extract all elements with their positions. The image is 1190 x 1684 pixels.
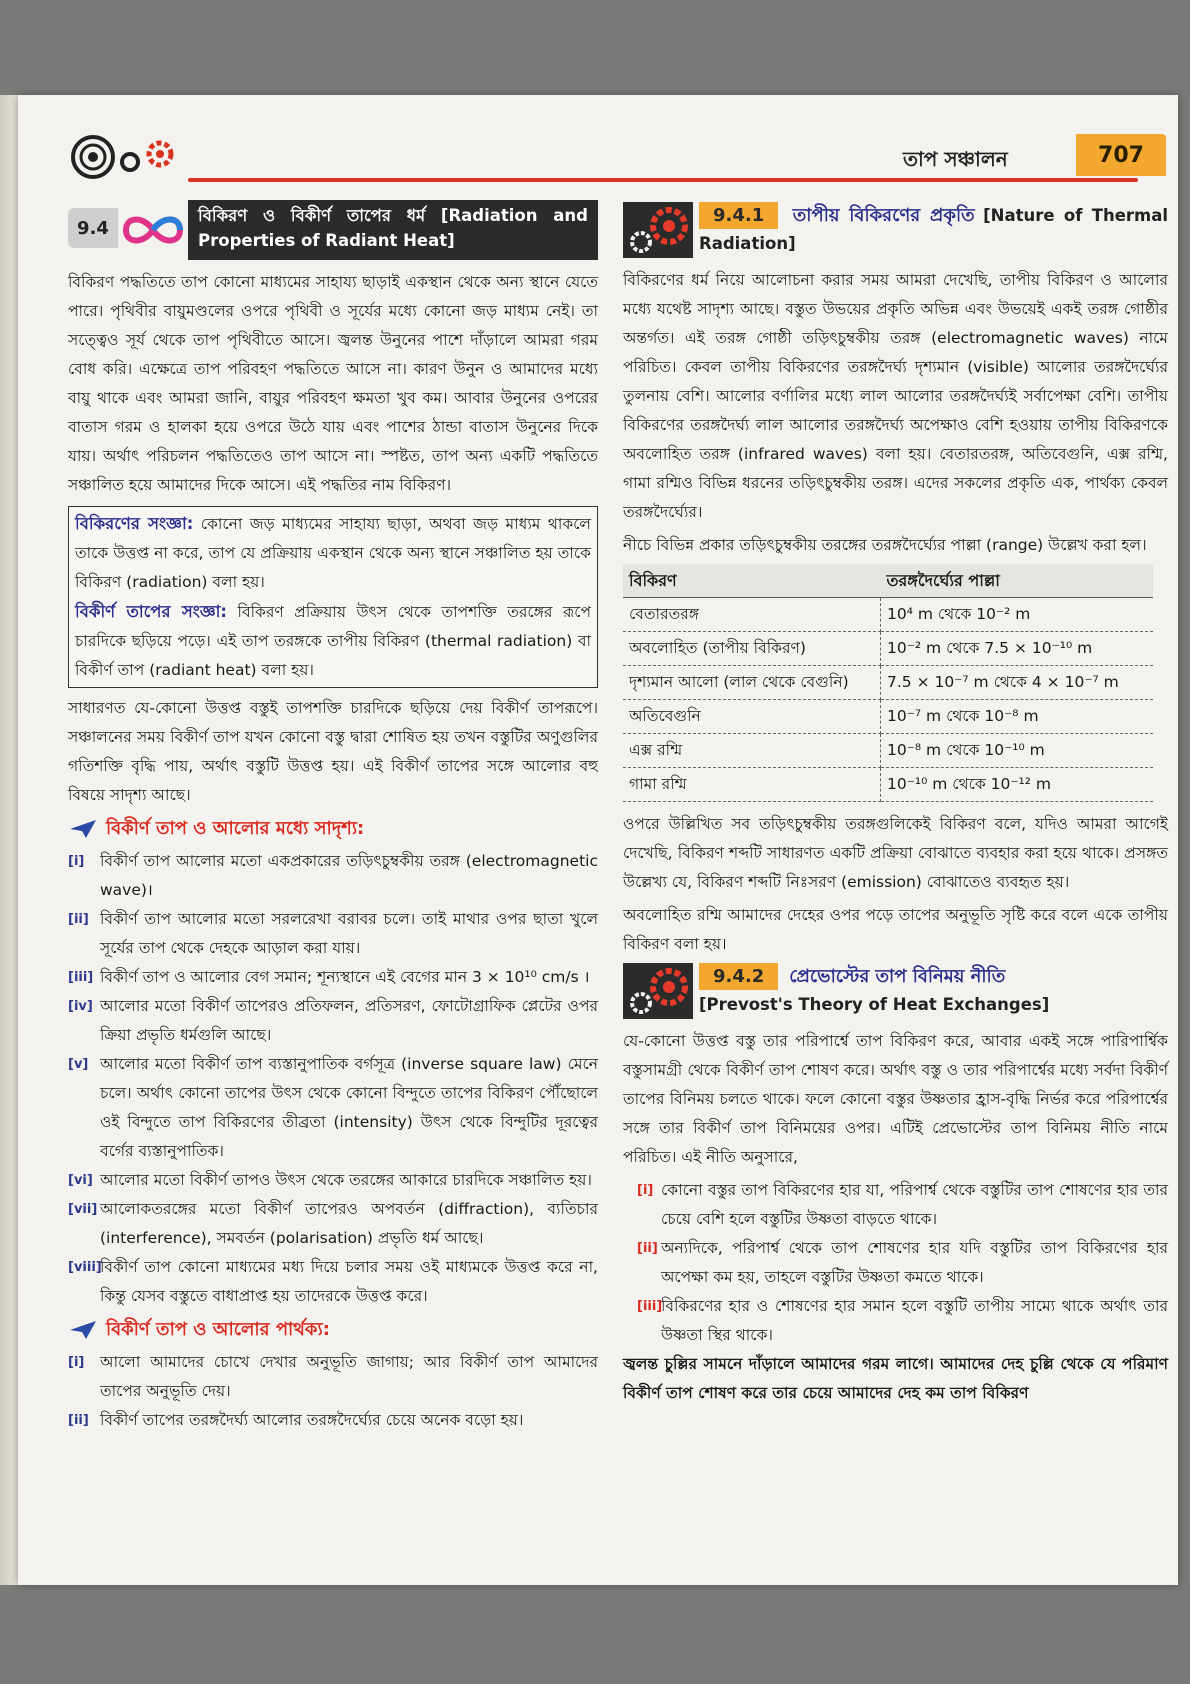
column-header: তরঙ্গদৈর্ঘ্যের পাল্লা — [881, 564, 1154, 598]
prevost-paragraph: যে-কোনো উত্তপ্ত বস্তু তার পরিপার্শ্বে তাপ বিকিরণ করে, আবার একই সঙ্গে পারিপার্শ্বিক বস্তুসামগ্রী থেকে বিকীর্ণ তাপ শোষণ করে। অর্থাৎ বস্তু ও তার পরিপার্শ্বের মধ্যে সর্বদা বিকীর্ণ তাপের বিনিময় চলতে থাকে। ফলে কোনো বস্তুর উষ্ণতার হ্রাস-বৃদ্ধি নির্ভর করে পরিপার্শ্বের সঙ্গে তার বিকীর্ণ তাপ বিনিময়ের ওপর। এটিই প্রেভোস্টের তাপ বিনিময় নীতি নামে পরিচিত। এই নীতি অনুসারে, — [623, 1032, 1168, 1166]
difference-heading-text: বিকীর্ণ তাপ ও আলোর পার্থক্য: — [106, 1319, 330, 1340]
infrared-note: অবলোহিত রশ্মি আমাদের দেহের ওপর পড়ে তাপের অনুভূতি সৃষ্টি করে বলে একে তাপীয় বিকিরণ বলা হয়। — [623, 906, 1168, 953]
list-item: [iv] আলোর মতো বিকীর্ণ তাপেরও প্রতিফলন, প্রতিসরণ, ফোটোগ্রাফিক প্লেটের ওপর ক্রিয়া প্রভৃতি ধর্মগুলি আছে। — [68, 997, 598, 1044]
gear-icon — [623, 963, 693, 1019]
section-heading — [68, 200, 598, 260]
radiation-definition-text: কোনো জড় মাধ্যমের সাহায্য ছাড়া, অথবা জড় মাধ্যম থাকলে তাকে উত্তপ্ত না করে, তাপ যে প্রক্রিয়ায় একস্থান থেকে অন্য স্থানে সঞ্চালিত হয় তাকে বিকিরণ (radiation) বলা হয়। — [75, 515, 591, 591]
table-row: বেতারতরঙ্গ 10⁴ m থেকে 10⁻² m — [623, 598, 1153, 632]
subsection-heading-941 — [623, 202, 1168, 260]
paper-plane-icon — [68, 1319, 98, 1341]
page-number: 707 — [1076, 134, 1166, 176]
subsection-title-en: [Nature of Thermal Radiation] — [699, 206, 1169, 253]
table-row: অতিবেগুনি 10⁻⁷ m থেকে 10⁻⁸ m — [623, 700, 1153, 734]
subsection-title-bn: তাপীয় বিকিরণের প্রকৃতি — [792, 205, 975, 226]
radiant-heat-definition-term: বিকীর্ণ তাপের সংজ্ঞা: — [75, 602, 228, 621]
table-row: এক্স রশ্মি 10⁻⁸ m থেকে 10⁻¹⁰ m — [623, 734, 1153, 768]
list-item: [ii] বিকীর্ণ তাপের তরঙ্গদৈর্ঘ্য আলোর তরঙ্গদৈর্ঘ্যের চেয়ে অনেক বড়ো হয়। — [68, 1411, 524, 1429]
column-header: বিকিরণ — [623, 564, 881, 598]
list-item: [ii] অন্যদিকে, পরিপার্শ্ব থেকে তাপ শোষণের হার যদি বস্তুটির তাপ বিকিরণের হার অপেক্ষা কম হয়, তাহলে বস্তুটির উষ্ণতা কমতে থাকে। — [637, 1239, 1168, 1286]
table-row: গামা রশ্মি 10⁻¹⁰ m থেকে 10⁻¹² m — [623, 768, 1153, 802]
subsection-heading-942 — [623, 963, 1168, 1021]
radiant-heat-paragraph: সাধারণত যে-কোনো উত্তপ্ত বস্তুই তাপশক্তি চারদিকে ছড়িয়ে দেয় বিকীর্ণ তাপরূপে। সঞ্চালনের সময় বিকীর্ণ তাপ যখন কোনো বস্তু দ্বারা শোষিত হয় তখন বস্তুটির অণুগুলির গতিশক্তি বৃদ্ধি পায়, অর্থাৎ বস্তুটি উত্তপ্ত হয়। এই বিকীর্ণ তাপের সঙ্গে আলোর বহু বিষয়ে সাদৃশ্য আছে। — [68, 699, 598, 804]
left-column — [68, 200, 598, 1435]
paper-plane-icon — [68, 818, 98, 840]
wavelength-range-table — [623, 564, 1153, 802]
definitions-box — [68, 506, 598, 688]
right-column — [623, 200, 1168, 1412]
radiant-heat-definition-text: বিকিরণ প্রক্রিয়ায় উৎস থেকে তাপশক্তি তরঙ্গের রূপে চারদিকে ছড়িয়ে পড়ে। এই তাপ তরঙ্গকে তাপীয় বিকিরণ (thermal radiation) বা বিকীর্ণ তাপ (radiant heat) বলা হয়। — [75, 603, 591, 679]
list-item: [v] আলোর মতো বিকীর্ণ তাপ ব্যস্তানুপাতিক বর্গসূত্র (inverse square law) মেনে চলে। অর্থাৎ কোনো তাপের উৎস থেকে কোনো বিন্দুতে তাপের বিকিরণ পৌঁছোলে ওই বিন্দুতে তাপ বিকিরণের তীব্রতা (intensity) উৎস থেকে বিন্দুটির দূরত্বের বর্গের ব্যস্তানুপাতিক। — [68, 1055, 598, 1160]
subsection-number: 9.4.1 — [699, 202, 778, 229]
subsection-title-bn: প্রেভোস্টের তাপ বিনিময় নীতি — [789, 966, 1006, 987]
section-number: 9.4 — [68, 208, 118, 248]
list-item: [iii] বিকিরণের হার ও শোষণের হার সমান হলে বস্তুটি তাপীয় সাম্যে থাকে অর্থাৎ তার উষ্ণতা স্থির থাকে। — [637, 1297, 1168, 1344]
list-item: [iii] বিকীর্ণ তাপ ও আলোর বেগ সমান; শূন্যস্থানে এই বেগের মান 3 × 10¹⁰ cm/s । — [68, 968, 590, 986]
difference-list — [68, 1348, 598, 1435]
similarity-heading-text: বিকীর্ণ তাপ ও আলোর মধ্যে সাদৃশ্য: — [106, 818, 365, 839]
list-item: [i] কোনো বস্তুর তাপ বিকিরণের হার যা, পরিপার্শ্ব থেকে বস্তুটির তাপ শোষণের হার তার চেয়ে বেশি হলে বস্তুটির উষ্ণতা বাড়তে থাকে। — [637, 1181, 1168, 1228]
gear-icon — [623, 202, 693, 258]
running-title: তাপ সঞ্চালন — [903, 147, 1008, 171]
book-logo-icon — [68, 132, 198, 182]
table-header-row — [623, 564, 1153, 598]
radiation-definition-term: বিকিরণের সংজ্ঞা: — [75, 514, 194, 533]
table-intro: নীচে বিভিন্ন প্রকার তড়িৎচুম্বকীয় তরঙ্গের তরঙ্গদৈর্ঘ্যের পাল্লা (range) উল্লেখ করা হল। — [623, 536, 1147, 554]
subsection-number: 9.4.2 — [699, 963, 778, 990]
list-item: [i] আলো আমাদের চোখে দেখার অনুভূতি জাগায়; আর বিকীর্ণ তাপ আমাদের তাপের অনুভূতি দেয়। — [68, 1353, 598, 1400]
nature-paragraph: বিকিরণের ধর্ম নিয়ে আলোচনা করার সময় আমরা দেখেছি, তাপীয় বিকিরণ ও আলোর মধ্যে যথেষ্ট সাদৃশ্য আছে। বস্তুত উভয়ের প্রকৃতি অভিন্ন এবং উভয়েই একই তরঙ্গ গোষ্ঠীর অন্তর্গত। এই তরঙ্গ গোষ্ঠী তড়িৎচুম্বকীয় তরঙ্গ (electromagnetic waves) নামে পরিচিত। কেবল তাপীয় বিকিরণের তরঙ্গদৈর্ঘ্য দৃশ্যমান (visible) আলোর তরঙ্গদৈর্ঘ্যের তুলনায় বেশি। আলোর বর্ণালির মধ্যে লাল আলোর তরঙ্গদৈর্ঘ্যই সর্বাপেক্ষা বেশি। তাপীয় বিকিরণের তরঙ্গদৈর্ঘ্য লাল আলোর তরঙ্গদৈর্ঘ্য অপেক্ষাও বেশি হওয়ায় তাপীয় বিকিরণকে অবলোহিত তরঙ্গ (infrared waves) বলা হয়। বেতারতরঙ্গ, অতিবেগুনি, এক্স রশ্মি, গামা রশ্মিও বিভিন্ন ধরনের তড়িৎচুম্বকীয় তরঙ্গ। এদের সকলের প্রকৃতি এক, পার্থক্য কেবল তরঙ্গদৈর্ঘ্যের। — [623, 271, 1168, 521]
difference-heading — [68, 1315, 598, 1344]
similarity-list — [68, 847, 598, 1311]
list-item: [viii] বিকীর্ণ তাপ কোনো মাধ্যমের মধ্য দিয়ে চলার সময় ওই মাধ্যমকে উত্তপ্ত করে না, কিন্তু যেসব বস্তুতে বাধাপ্রাপ্ত হয় তাদেরকে উত্তপ্ত করে। — [68, 1258, 598, 1305]
book-page — [18, 95, 1178, 1585]
similarity-heading — [68, 814, 598, 843]
list-item: [vi] আলোর মতো বিকীর্ণ তাপও উৎস থেকে তরঙ্গের আকারে চারদিকে সঞ্চালিত হয়। — [68, 1171, 592, 1189]
list-item: [ii] বিকীর্ণ তাপ আলোর মতো সরলরেখা বরাবর চলে। তাই মাথার ওপর ছাতা খুলে সূর্যের তাপ থেকে দেহকে আড়াল করা যায়। — [68, 910, 598, 957]
infinity-icon — [118, 200, 188, 260]
prevost-list — [623, 1176, 1168, 1350]
header-rule — [188, 178, 1138, 182]
page-header — [58, 130, 1168, 190]
list-item: [i] বিকীর্ণ তাপ আলোর মতো একপ্রকারের তড়িৎচুম্বকীয় তরঙ্গ (electromagnetic wave)। — [68, 852, 598, 899]
closing-paragraph: জ্বলন্ত চুল্লির সামনে দাঁড়ালে আমাদের গরম লাগে। আমাদের দেহ চুল্লি থেকে যে পরিমাণ বিকীর্ণ তাপ শোষণ করে তার চেয়ে আমাদের দেহ কম তাপ বিকিরণ — [623, 1355, 1168, 1402]
intro-paragraph: বিকিরণ পদ্ধতিতে তাপ কোনো মাধ্যমের সাহায্য ছাড়াই একস্থান থেকে অন্য স্থানে যেতে পারে। পৃথিবীর বায়ুমণ্ডলের ওপরে পৃথিবী ও সূর্যের মধ্যে কোনো জড় মাধ্যম নেই। তা সত্ত্বেও সূর্য থেকে তাপ পৃথিবীতে আসে। জ্বলন্ত উনুনের পাশে দাঁড়ালে আমরা গরম বোধ করি। এক্ষেত্রে তাপ পরিবহণ পদ্ধতিতে আসে না। কারণ উনুন ও আমাদের মধ্যে বায়ু থাকে এবং আমরা জানি, বায়ুর পরিবহণ ক্ষমতা খুব কম। আবার উনুনের ওপরের বাতাস গরম ও হালকা হয়ে ওপরে উঠে যায় এবং পাশের ঠান্ডা বাতাস উনুনের দিকে যায়। অর্থাৎ পরিচলন পদ্ধতিতেও তাপ আসে না। স্পষ্টত, তাপ অন্য একটি পদ্ধতিতে সঞ্চালিত হয়ে আমাদের দিকে আসে। এই পদ্ধতির নাম বিকিরণ। — [68, 273, 598, 494]
list-item: [vii] আলোকতরঙ্গের মতো বিকীর্ণ তাপেরও অপবর্তন (diffraction), ব্যতিচার (interference), সমবর্তন (polarisation) প্রভৃতি ধর্ম আছে। — [68, 1200, 598, 1247]
section-title: বিকিরণ ও বিকীর্ণ তাপের ধর্ম [Radiation and Properties of Radiant Heat] — [188, 200, 598, 260]
after-table-paragraph: ওপরে উল্লিখিত সব তড়িৎচুম্বকীয় তরঙ্গগুলিকেই বিকিরণ বলে, যদিও আমরা আগেই দেখেছি, বিকিরণ শব্দটি সাধারণত একটি প্রক্রিয়া বোঝাতে ব্যবহার করা হয়ে থাকে। প্রসঙ্গত উল্লেখ্য যে, বিকিরণ শব্দটি নিঃসরণ (emission) বোঝাতেও ব্যবহৃত হয়। — [623, 815, 1168, 891]
table-row: অবলোহিত (তাপীয় বিকিরণ) 10⁻² m থেকে 7.5 × 10⁻¹⁰ m — [623, 632, 1153, 666]
subsection-title-en: [Prevost's Theory of Heat Exchanges] — [699, 995, 1050, 1014]
table-row: দৃশ্যমান আলো (লাল থেকে বেগুনি) 7.5 × 10⁻⁷ m থেকে 4 × 10⁻⁷ m — [623, 666, 1153, 700]
